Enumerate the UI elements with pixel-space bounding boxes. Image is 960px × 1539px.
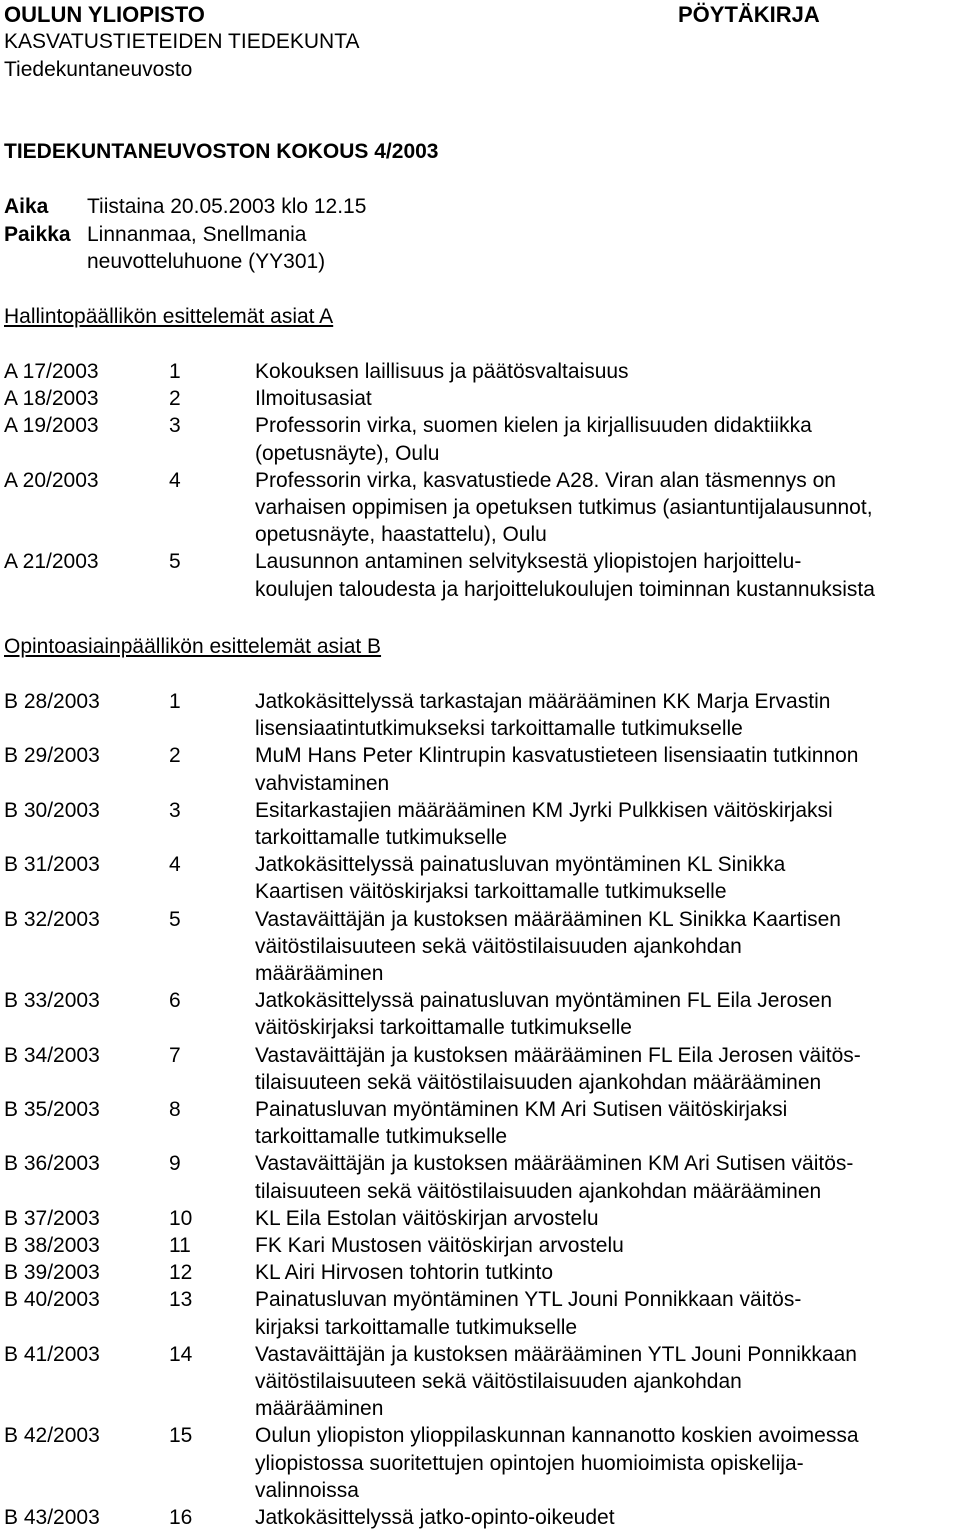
agenda-item-code: B 29/2003 [4, 744, 100, 768]
agenda-item-code: B 43/2003 [4, 1506, 100, 1530]
agenda-item [4, 358, 960, 385]
agenda-item [4, 1422, 960, 1504]
agenda-item-code: A 21/2003 [4, 550, 99, 574]
agenda-item-title-line: Jatkokäsittelyssä painatusluvan myöntäminen FL Eila Jerosen [255, 989, 833, 1013]
agenda-item-number: 13 [169, 1288, 193, 1312]
agenda-item-title-line: Jatkokäsittelyssä painatusluvan myöntäminen KL Sinikka [255, 853, 786, 877]
agenda-item-title-line: Painatusluvan myöntäminen KM Ari Sutisen väitöskirjaksi [255, 1098, 788, 1122]
agenda-item-title-line: Vastaväittäjän ja kustoksen määrääminen KM Ari Sutisen väitös- [255, 1152, 854, 1176]
agenda-item-number: 15 [169, 1424, 193, 1448]
agenda-item-number: 1 [169, 360, 181, 383]
agenda-item [4, 1150, 960, 1204]
agenda-item-code: B 35/2003 [4, 1098, 100, 1122]
agenda-item-title-line: Esitarkastajien määrääminen KM Jyrki Pulkkisen väitöskirjaksi [255, 798, 833, 822]
agenda-item-title-line: lisensiaatintutkimukseksi tarkoittamalle tutkimukselle [255, 717, 743, 741]
agenda-item [4, 1205, 960, 1232]
agenda-item-title-line: varhaisen oppimisen ja opetuksen tutkimus (asiantuntijalausunnot, [255, 496, 873, 520]
agenda-item-title [255, 688, 960, 742]
agenda-item-number: 5 [169, 550, 181, 574]
agenda-item-code: A 17/2003 [4, 360, 99, 383]
agenda-item-number: 3 [169, 798, 181, 822]
agenda-item-code: A 18/2003 [4, 387, 99, 411]
agenda-item-number: 7 [169, 1043, 181, 1067]
agenda-item-code: B 40/2003 [4, 1288, 100, 1312]
agenda-item [4, 1096, 960, 1150]
agenda-item-code: B 28/2003 [4, 690, 100, 713]
agenda-item-title [255, 358, 960, 385]
agenda-item-title-line: opetusnäyte, haastattelu), Oulu [255, 523, 547, 547]
agenda-item-code: B 31/2003 [4, 853, 100, 877]
agenda-item-title-line: Kaartisen väitöskirjaksi tarkoittamalle tutkimukselle [255, 880, 727, 904]
agenda-item-title-line: määrääminen [255, 962, 384, 986]
agenda-item-number: 1 [169, 690, 181, 713]
agenda-item [4, 467, 960, 549]
agenda-item-number: 9 [169, 1152, 181, 1176]
meeting-title: TIEDEKUNTANEUVOSTON KOKOUS 4/2003 [4, 140, 439, 163]
agenda-item-title [255, 1259, 960, 1286]
agenda-item-title [255, 467, 960, 549]
agenda-item-code: B 33/2003 [4, 989, 100, 1013]
agenda-item-number: 4 [169, 853, 181, 877]
agenda-item-title-line: Jatkokäsittelyssä jatko-opinto-oikeudet [255, 1506, 615, 1530]
agenda-item-title [255, 906, 960, 988]
agenda-item-title-line: Painatusluvan myöntäminen YTL Jouni Ponnikkaan väitös- [255, 1288, 802, 1312]
agenda-item-code: B 30/2003 [4, 798, 100, 822]
agenda-item-title [255, 1422, 960, 1504]
agenda-item [4, 1042, 960, 1096]
agenda-item-title-line: yliopistossa suoritettujen opintojen huomioimista opiskelija- [255, 1451, 804, 1475]
agenda-item-number: 14 [169, 1342, 193, 1366]
agenda-item-title [255, 1150, 960, 1204]
agenda-item-title [255, 1286, 960, 1340]
agenda-item-number: 10 [169, 1206, 193, 1230]
agenda-item-number: 6 [169, 989, 181, 1013]
section-a-heading: Hallintopäällikön esittelemät asiat A [4, 305, 334, 328]
agenda-item-number: 16 [169, 1506, 193, 1530]
agenda-item-number: 5 [169, 907, 181, 931]
agenda-item-title-line: tilaisuuteen sekä väitöstilaisuuden ajankohdan määrääminen [255, 1070, 822, 1094]
agenda-item-code: A 19/2003 [4, 414, 99, 438]
agenda-item [4, 385, 960, 412]
agenda-item [4, 412, 960, 466]
agenda-item-title [255, 1232, 960, 1259]
document-type: PÖYTÄKIRJA [678, 2, 820, 27]
time-label: Aika [4, 195, 49, 218]
time-value: Tiistaina 20.05.2003 klo 12.15 [87, 195, 367, 218]
section-b-heading: Opintoasiainpäällikön esittelemät asiat B [4, 635, 382, 658]
agenda-item-title-line: tilaisuuteen sekä väitöstilaisuuden ajankohdan määrääminen [255, 1179, 822, 1203]
agenda-item-title [255, 385, 960, 412]
agenda-item-number: 2 [169, 387, 181, 411]
agenda-item [4, 1259, 960, 1286]
section-a-list [4, 358, 960, 603]
faculty-name: KASVATUSTIETEIDEN TIEDEKUNTA [4, 30, 360, 53]
agenda-item-title-line: vahvistaminen [255, 771, 390, 795]
agenda-item [4, 688, 960, 742]
agenda-item-code: B 42/2003 [4, 1424, 100, 1448]
agenda-item-title-line: Vastaväittäjän ja kustoksen määrääminen YTL Jouni Ponnikkaan [255, 1342, 857, 1366]
agenda-item-title-line: tarkoittamalle tutkimukselle [255, 826, 508, 850]
agenda-item-title-line: määrääminen [255, 1397, 384, 1421]
agenda-item-title-line: väitöskirjaksi tarkoittamalle tutkimukselle [255, 1016, 632, 1040]
agenda-item-title [255, 1205, 960, 1232]
agenda-item-title [255, 987, 960, 1041]
agenda-item-title [255, 742, 960, 796]
agenda-item-number: 11 [169, 1234, 191, 1258]
agenda-item-title-line: Vastaväittäjän ja kustoksen määrääminen KL Sinikka Kaartisen [255, 907, 841, 931]
agenda-item-code: B 38/2003 [4, 1234, 100, 1258]
agenda-item-title-line: FK Kari Mustosen väitöskirjan arvostelu [255, 1234, 624, 1258]
agenda-item [4, 1286, 960, 1340]
agenda-item [4, 1504, 960, 1531]
agenda-item-code: B 32/2003 [4, 907, 100, 931]
agenda-item-title [255, 1042, 960, 1096]
university-name: OULUN YLIOPISTO [4, 2, 205, 27]
agenda-item-title-line: koulujen taloudesta ja harjoittelukoulujen toiminnan kustannuksista [255, 577, 875, 601]
agenda-item-number: 3 [169, 414, 181, 438]
agenda-item-title-line: kirjaksi tarkoittamalle tutkimukselle [255, 1315, 578, 1339]
agenda-item-number: 8 [169, 1098, 181, 1122]
agenda-item-title-line: Professorin virka, kasvatustiede A28. Viran alan täsmennys on [255, 468, 836, 492]
agenda-item-title-line: Ilmoitusasiat [255, 387, 372, 411]
agenda-item-title-line: väitöstilaisuuteen sekä väitöstilaisuuden ajankohdan [255, 934, 742, 958]
agenda-item-title [255, 1096, 960, 1150]
agenda-item [4, 1341, 960, 1423]
agenda-item-title-line: KL Airi Hirvosen tohtorin tutkinto [255, 1261, 554, 1285]
agenda-item-number: 4 [169, 468, 181, 492]
agenda-item-title [255, 1341, 960, 1423]
agenda-item-title-line: Professorin virka, suomen kielen ja kirjallisuuden didaktiikka [255, 414, 812, 438]
agenda-item-title-line: Oulun yliopiston ylioppilaskunnan kannanotto koskien avoimessa [255, 1424, 859, 1448]
agenda-item-code: B 41/2003 [4, 1342, 100, 1366]
agenda-item-title-line: tarkoittamalle tutkimukselle [255, 1125, 508, 1149]
place-value-line1: Linnanmaa, Snellmania [87, 223, 307, 246]
council-name: Tiedekuntaneuvosto [4, 58, 193, 81]
agenda-item-number: 2 [169, 744, 181, 768]
agenda-item-title-line: (opetusnäyte), Oulu [255, 441, 440, 465]
agenda-item-title [255, 412, 960, 466]
agenda-item-title-line: Kokouksen laillisuus ja päätösvaltaisuus [255, 360, 629, 383]
agenda-item [4, 548, 960, 602]
agenda-item [4, 851, 960, 905]
agenda-item [4, 906, 960, 988]
agenda-item-title [255, 548, 960, 602]
agenda-item-title-line: Vastaväittäjän ja kustoksen määrääminen FL Eila Jerosen väitös- [255, 1043, 861, 1067]
agenda-item-code: B 36/2003 [4, 1152, 100, 1176]
agenda-item-title-line: MuM Hans Peter Klintrupin kasvatustieteen lisensiaatin tutkinnon [255, 744, 859, 768]
agenda-item-code: B 34/2003 [4, 1043, 100, 1067]
agenda-item-title-line: valinnoissa [255, 1478, 359, 1502]
agenda-item [4, 742, 960, 796]
agenda-item-title-line: väitöstilaisuuteen sekä väitöstilaisuuden ajankohdan [255, 1370, 742, 1394]
agenda-item-title-line: Jatkokäsittelyssä tarkastajan määrääminen KK Marja Ervastin [255, 690, 831, 713]
agenda-item-title [255, 851, 960, 905]
agenda-item-title [255, 1504, 960, 1531]
agenda-item-number: 12 [169, 1261, 193, 1285]
agenda-item-title-line: Lausunnon antaminen selvityksestä yliopistojen harjoittelu- [255, 550, 802, 574]
agenda-item [4, 797, 960, 851]
agenda-item [4, 1232, 960, 1259]
place-label: Paikka [4, 223, 71, 246]
place-value-line2: neuvotteluhuone (YY301) [87, 250, 326, 273]
agenda-item-code: A 20/2003 [4, 468, 99, 492]
agenda-item-code: B 37/2003 [4, 1206, 100, 1230]
agenda-item [4, 987, 960, 1041]
section-b-list [4, 688, 960, 1531]
agenda-item-title [255, 797, 960, 851]
agenda-item-code: B 39/2003 [4, 1261, 100, 1285]
agenda-item-title-line: KL Eila Estolan väitöskirjan arvostelu [255, 1206, 599, 1230]
